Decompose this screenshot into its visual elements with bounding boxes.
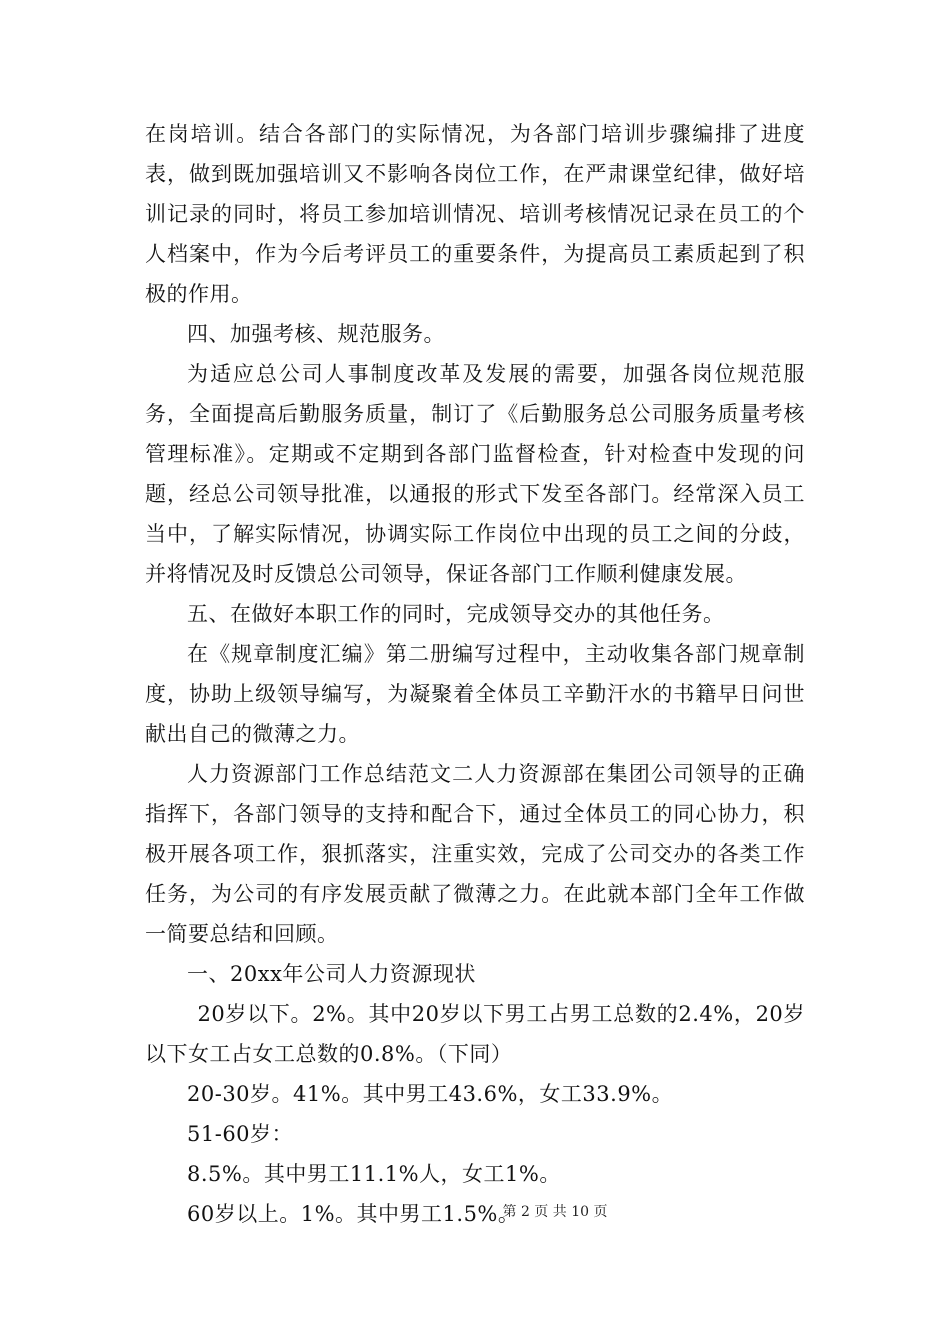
section-heading-other-tasks: 五、在做好本职工作的同时，完成领导交办的其他任务。 xyxy=(187,602,725,626)
paragraph-regulations: 在《规章制度汇编》第二册编写过程中，主动收集各部门规章制度，协助上级领导编写，为凝聚着全体员工辛勤汗水的书籍早日问世献出自己的微薄之力。 xyxy=(145,642,805,746)
paragraph-training-continued: 在岗培训。结合各部门的实际情况，为各部门培训步骤编排了进度表，做到既加强培训又不影响各岗位工作，在严肃课堂纪律，做好培训记录的同时，将员工参加培训情况、培训考核情况记录在员工的个人档案中，作为今后考评员工的重要条件，为提高员工素质起到了积极的作用。 xyxy=(145,122,805,306)
paragraph-age-20-30: 20-30岁。41%。其中男工43.6%，女工33.9%。 xyxy=(187,1082,674,1106)
paragraph-summary-two: 人力资源部门工作总结范文二人力资源部在集团公司领导的正确指挥下，各部门领导的支持和配合下，通过全体员工的同心协力，积极开展各项工作，狠抓落实，注重实效，完成了公司交办的各类工作任务，为公司的有序发展贡献了微薄之力。在此就本部门全年工作做一简要总结和回顾。 xyxy=(145,762,805,946)
paragraph-age-51-60-label: 51-60岁： xyxy=(187,1122,294,1146)
paragraph-age-51-60-values: 8.5%。其中男工11.1%人，女工1%。 xyxy=(187,1162,561,1186)
section-heading-assessment: 四、加强考核、规范服务。 xyxy=(187,322,445,346)
paragraph-assessment: 为适应总公司人事制度改革及发展的需要，加强各岗位规范服务，全面提高后勤服务质量，制订了《后勤服务总公司服务质量考核管理标准》。定期或不定期到各部门监督检查，针对检查中发现的问题，经总公司领导批准，以通报的形式下发至各部门。经常深入员工当中，了解实际情况，协调实际工作岗位中出现的员工之间的分歧，并将情况及时反馈总公司领导，保证各部门工作顺利健康发展。 xyxy=(145,362,805,586)
document-body xyxy=(145,114,805,1234)
paragraph-age-under-20: 20岁以下。2%。其中20岁以下男工占男工总数的2.4%，20岁以下女工占女工总数的0.8%。（下同） xyxy=(145,1002,805,1066)
section-heading-hr-status: 一、20xx年公司人力资源现状 xyxy=(187,962,476,986)
page-number-footer: 第 2 页 共 10 页 xyxy=(502,1204,608,1220)
paragraph-age-over-60: 60岁以上。1%。其中男工1.5%。 xyxy=(187,1202,520,1226)
